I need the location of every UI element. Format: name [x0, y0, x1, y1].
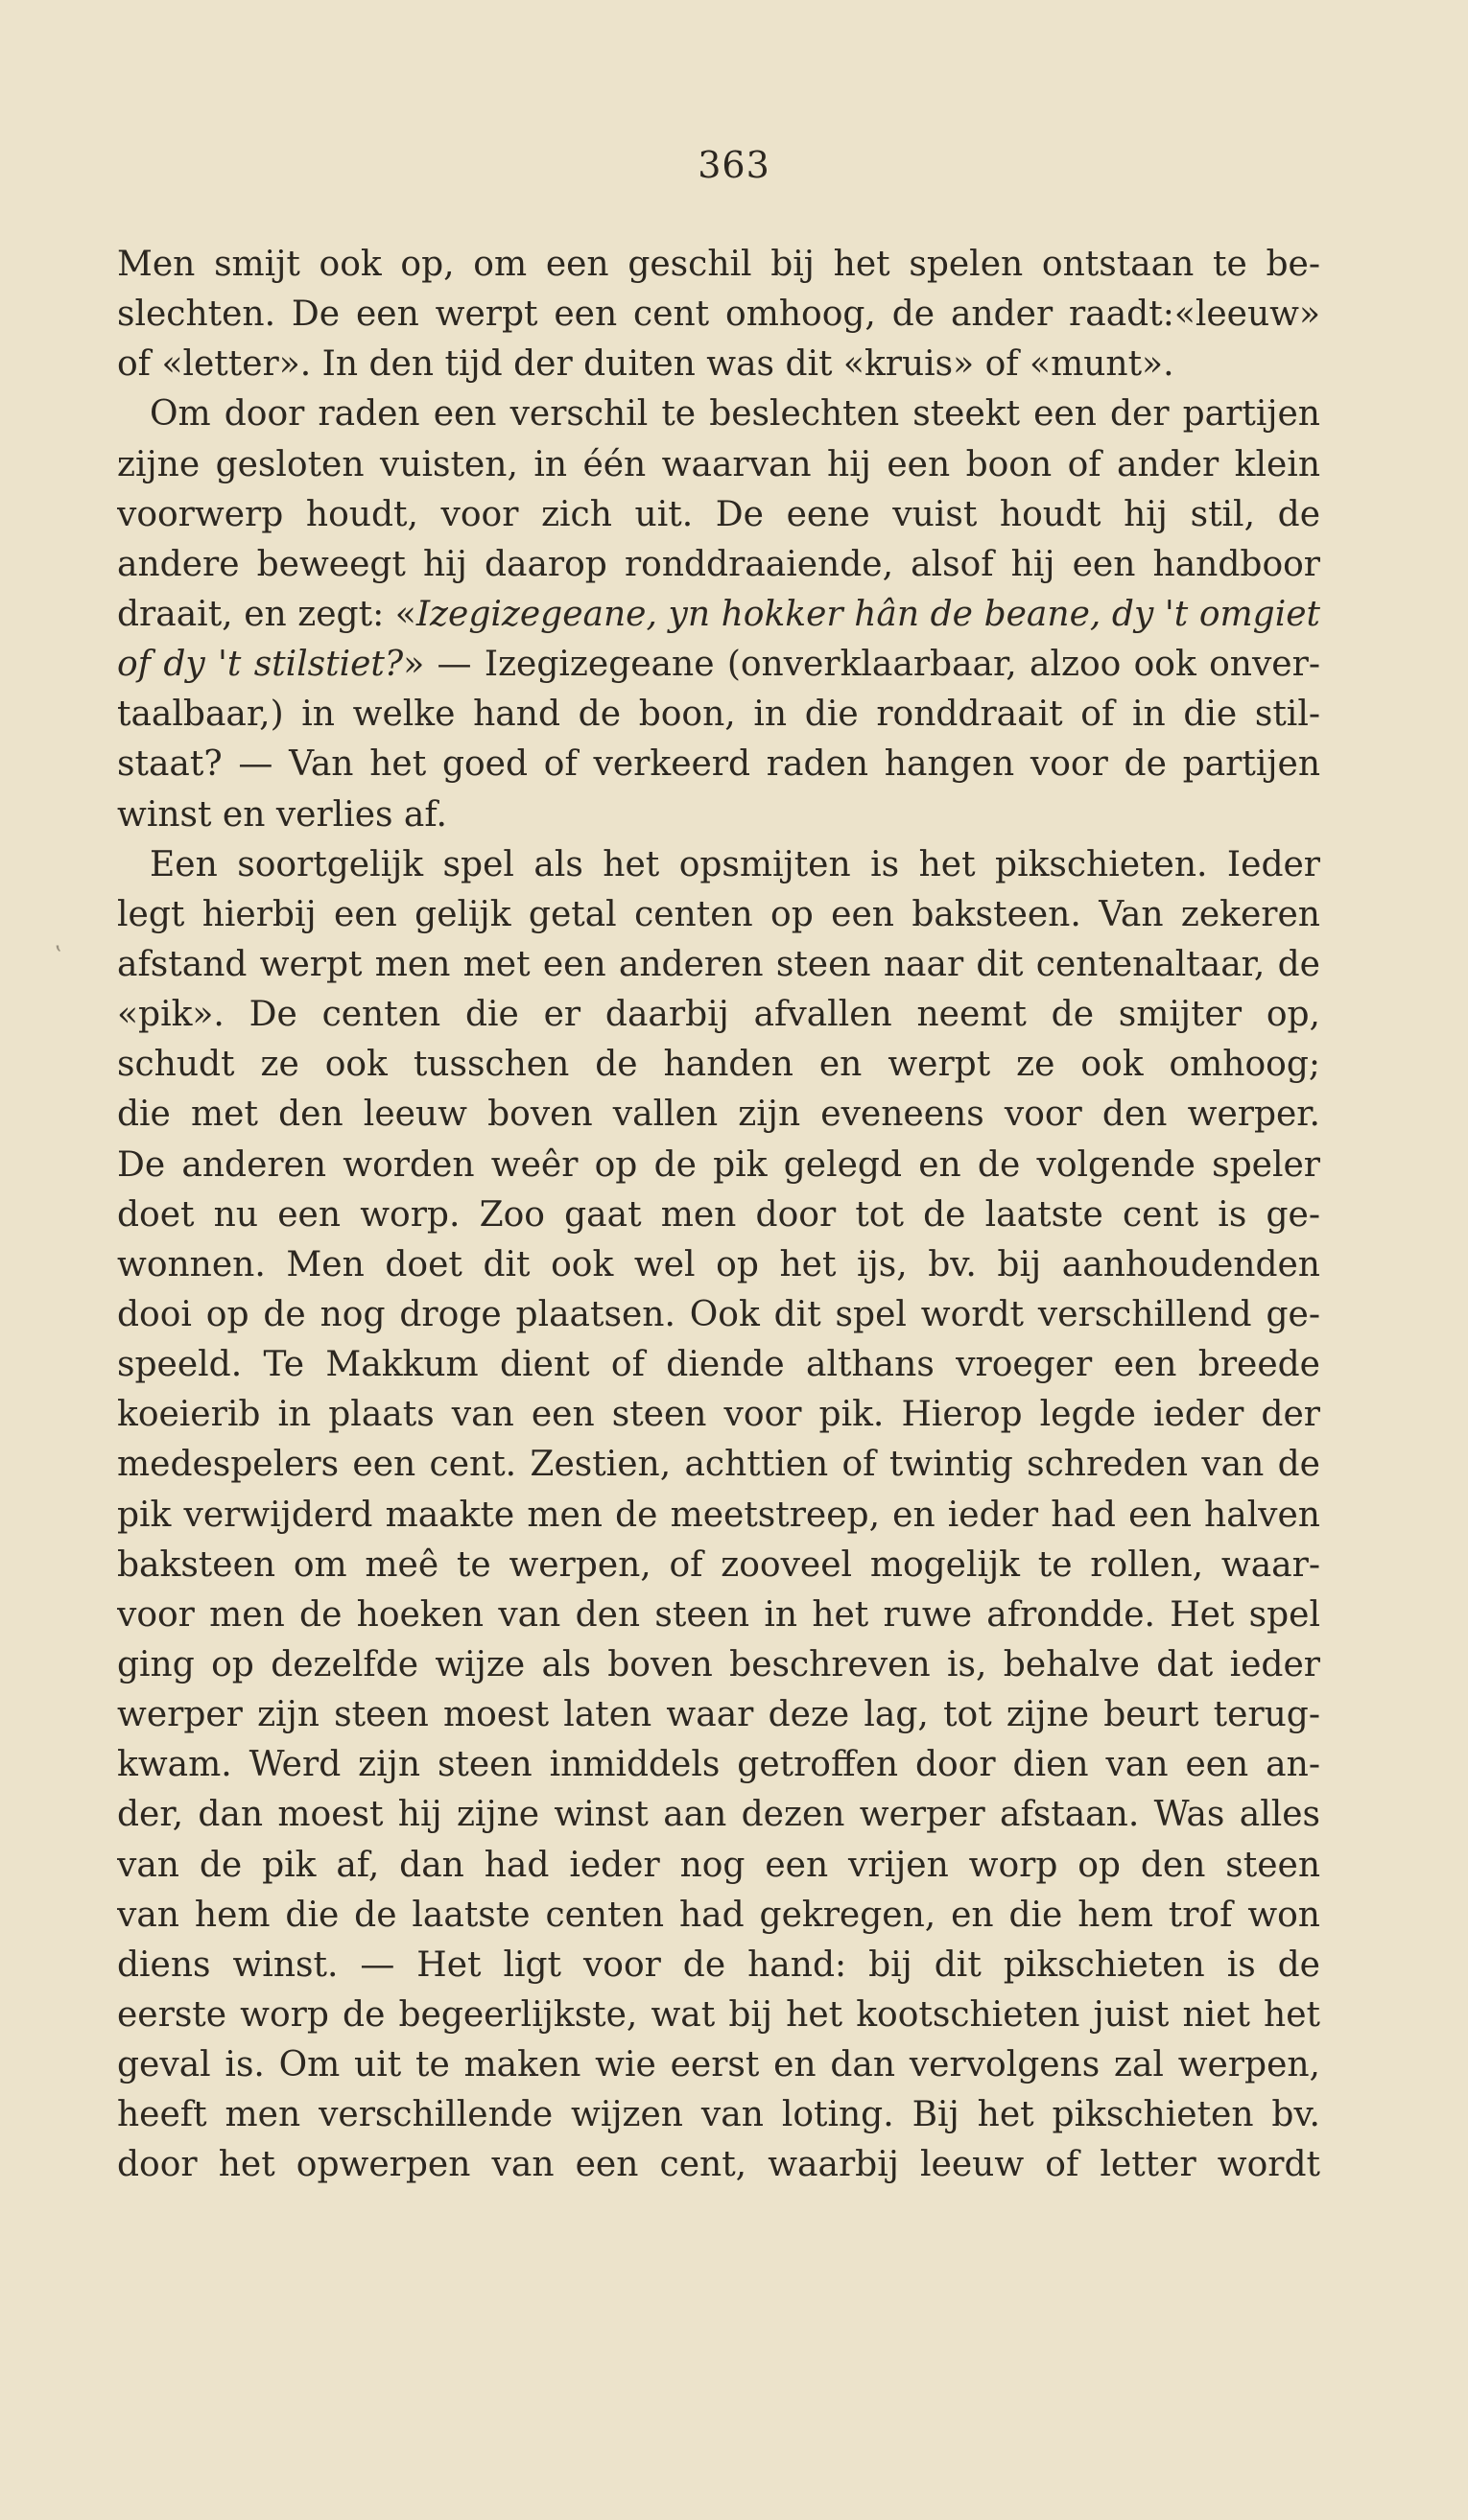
text-line: staat? — Van het goed of verkeerd raden hangen voor de partijen: [117, 744, 1320, 785]
italic-text-segment: Izegizegeane, yn hokker hân de beane, dy 't omgiet: [415, 594, 1320, 634]
text-line: [117, 640, 1320, 690]
text-line: pik verwijderd maakte men de meetstreep, en ieder had een halven: [117, 1495, 1320, 1535]
text-line: ging op dezelfde wijze als boven beschreven is, behalve dat ieder: [117, 1644, 1320, 1684]
text-line: koeierib in plaats van een steen voor pik. Hierop legde ieder der: [117, 1395, 1320, 1435]
text-line: dooi op de nog droge plaatsen. Ook dit spel wordt verschillend ge-: [117, 1294, 1320, 1334]
text-line: doet nu een worp. Zoo gaat men door tot de laatste cent is ge-: [117, 1194, 1320, 1235]
text-line: van de pik af, dan had ieder nog een vrijen worp op den steen: [117, 1845, 1320, 1885]
text-line: of «letter». In den tijd der duiten was dit «kruis» of «munt».: [117, 344, 1174, 385]
text-segment: » — Izegizegeane (onverklaarbaar, alzoo ook onver-: [403, 645, 1320, 685]
text-line: Een soortgelijk spel als het opsmijten is het pikschieten. Ieder: [150, 844, 1320, 884]
text-line: De anderen worden weêr op de pik gelegd en de volgende speler: [117, 1144, 1320, 1185]
text-line: heeft men verschillende wijzen van loting. Bij het pikschieten bv.: [117, 2095, 1320, 2135]
text-line: baksteen om meê te werpen, of zooveel mogelijk te rollen, waar-: [117, 1544, 1320, 1585]
text-line: slechten. De een werpt een cent omhoog, de ander raadt:«leeuw»: [117, 294, 1320, 335]
text-line: schudt ze ook tusschen de handen en werpt ze ook omhoog;: [117, 1045, 1320, 1085]
text-line: van hem die de laatste centen had gekregen, en die hem trof won: [117, 1895, 1320, 1935]
text-line: speeld. Te Makkum dient of diende althans vroeger een breede: [117, 1345, 1320, 1385]
text-line: medespelers een cent. Zestien, achttien of twintig schreden van de: [117, 1445, 1320, 1485]
text-line: winst en verlies af.: [117, 794, 447, 835]
text-line: «pik». De centen die er daarbij afvallen neemt de smijter op,: [117, 995, 1320, 1035]
text-line: wonnen. Men doet dit ook wel op het ijs, bv. bij aanhoudenden: [117, 1244, 1320, 1284]
margin-mark: ʽ: [54, 942, 62, 971]
italic-text-segment: of dy 't stilstiet?: [117, 645, 404, 685]
text-line: der, dan moest hij zijne winst aan dezen werper afstaan. Was alles: [117, 1795, 1320, 1835]
page-number: 363: [698, 144, 770, 186]
text-line: voor men de hoeken van den steen in het ruwe afrondde. Het spel: [117, 1594, 1320, 1635]
text-line: geval is. Om uit te maken wie eerst en dan vervolgens zal werpen,: [117, 2045, 1320, 2085]
text-line: andere beweegt hij daarop ronddraaiende, alsof hij een handboor: [117, 544, 1320, 584]
text-line: voorwerp houdt, voor zich uit. De eene vuist houdt hij stil, de: [117, 494, 1320, 534]
text-line: legt hierbij een gelijk getal centen op een baksteen. Van zekeren: [117, 894, 1320, 934]
text-line: diens winst. — Het ligt voor de hand: bij dit pikschieten is de: [117, 1944, 1320, 1985]
text-line: Om door raden een verschil te beslechten steekt een der partijen: [150, 394, 1320, 435]
text-segment: draait, en zegt: «: [117, 594, 416, 634]
text-line: [117, 590, 1320, 640]
body-text: [117, 240, 1320, 2190]
text-line: Men smijt ook op, om een geschil bij het spelen ontstaan te be-: [117, 245, 1320, 284]
text-line: door het opwerpen van een cent, waarbij leeuw of letter wordt: [117, 2145, 1320, 2185]
text-line: eerste worp de begeerlijkste, wat bij het kootschieten juist niet het: [117, 1994, 1320, 2035]
text-line: zijne gesloten vuisten, in één waarvan hij een boon of ander klein: [117, 444, 1320, 484]
text-line: afstand werpt men met een anderen steen naar dit centenaltaar, de: [117, 944, 1320, 984]
text-line: die met den leeuw boven vallen zijn eveneens voor den werper.: [117, 1095, 1320, 1135]
text-line: taalbaar,) in welke hand de boon, in die ronddraait of in die stil-: [117, 695, 1320, 735]
text-line: kwam. Werd zijn steen inmiddels getroffen door dien van een an-: [117, 1745, 1320, 1785]
text-line: werper zijn steen moest laten waar deze lag, tot zijne beurt terug-: [117, 1695, 1320, 1735]
